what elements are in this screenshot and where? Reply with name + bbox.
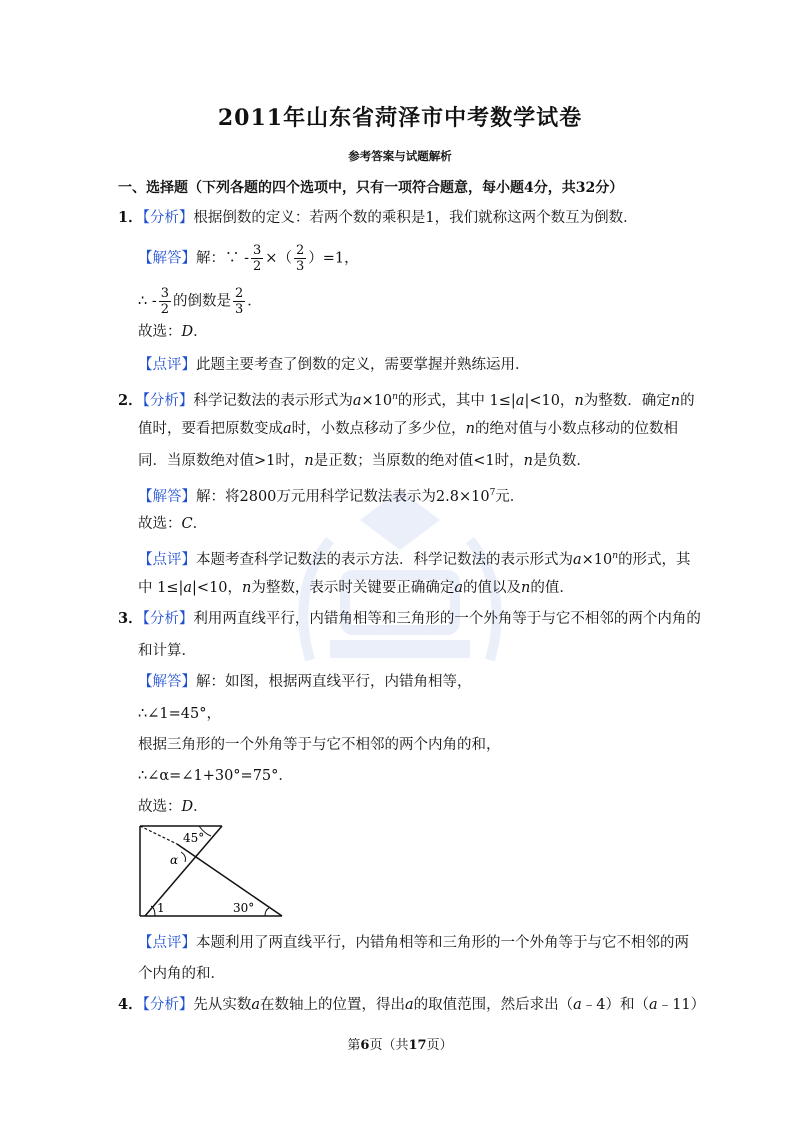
- text: ×10: [361, 392, 393, 409]
- q3-solution-line4: ∴∠α=∠1+30°=75°．: [138, 768, 293, 784]
- text: 的形式，其中 1≤|: [397, 392, 516, 409]
- var-a: a: [352, 392, 362, 409]
- fraction-denominator: 3: [295, 259, 305, 274]
- q3-solution-line2: ∴∠1=45°，: [138, 706, 221, 722]
- fraction: [294, 243, 306, 274]
- var-a: a: [405, 997, 414, 1013]
- var-n: n: [242, 580, 252, 596]
- q4-analysis-line1: [118, 995, 705, 1015]
- text: 同．当原数绝对值>1时，: [138, 453, 305, 469]
- var-a: a: [283, 421, 292, 437]
- text: 本题利用了两直线平行，内错角相等和三角形的一个外角等于与它不相邻的两: [196, 935, 689, 951]
- q1-solution-text: ∴ -: [138, 293, 157, 310]
- q2-review-line1: [138, 546, 691, 570]
- text: ﹣4）和（: [581, 997, 650, 1013]
- q1-solution-text: 的倒数是: [173, 293, 232, 310]
- footer-text: 第: [347, 1038, 361, 1053]
- review-tag: 【点评】: [138, 551, 196, 568]
- review-tag: 【点评】: [138, 935, 196, 951]
- fraction-numerator: 2: [235, 286, 244, 301]
- analysis-tag: 【分析】: [142, 997, 194, 1013]
- solution-tag: 【解答】: [138, 250, 196, 267]
- text: 为整数．确定: [583, 392, 671, 409]
- q1-analysis: [118, 208, 638, 228]
- text: 的形式，其: [618, 551, 691, 568]
- fraction-numerator: 3: [253, 243, 262, 258]
- analysis-tag: 【分析】: [142, 210, 194, 226]
- var-n: n: [523, 453, 533, 469]
- text: 本题考查科学记数法的表示方法．科学记数法的表示形式为: [196, 551, 573, 568]
- text: 中 1≤|: [138, 580, 184, 596]
- fraction-denominator: 2: [253, 259, 262, 274]
- exponent: 7: [489, 488, 496, 498]
- q2-number: 2．: [118, 391, 143, 409]
- text: 解：如图，根据两直线平行，内错角相等，: [196, 674, 472, 690]
- var-n: n: [304, 453, 314, 469]
- q4-number: 4．: [118, 996, 143, 1013]
- q2-analysis-line3: [138, 451, 591, 471]
- q1-review-text: 此题主要考查了倒数的定义，需要掌握并熟练运用．: [196, 357, 530, 373]
- section-heading: 一、选择题（下列各题的四个选项中，只有一项符合题意，每小题4分，共32分）: [118, 180, 624, 196]
- q2-analysis-line2: [138, 419, 678, 439]
- fraction-numerator: 2: [295, 243, 305, 258]
- angle-arc: [181, 852, 186, 862]
- var-a: a: [515, 392, 525, 409]
- choice-end: ．: [192, 516, 208, 532]
- q3-review-line2: 个内角的和．: [138, 966, 225, 982]
- analysis-tag: 【分析】: [142, 611, 194, 627]
- label-alpha: α: [170, 853, 179, 867]
- fraction-denominator: 3: [235, 302, 244, 317]
- review-tag: 【点评】: [138, 357, 196, 373]
- text: |<10，: [524, 392, 575, 409]
- footer-text: 页（共: [369, 1038, 409, 1053]
- var-n: n: [521, 580, 531, 596]
- fraction-denominator: 2: [160, 302, 170, 317]
- var-n: n: [670, 392, 681, 409]
- fraction: [251, 243, 263, 274]
- q1-solution-line1: [138, 243, 359, 274]
- text: 在数轴上的位置，得出: [260, 997, 405, 1013]
- solution-tag: 【解答】: [138, 488, 196, 505]
- var-n: n: [392, 392, 398, 402]
- page-title: 2011年山东省菏泽市中考数学试卷: [217, 105, 583, 131]
- geometry-figure: [137, 822, 287, 922]
- text: 是负数．: [532, 453, 591, 469]
- text: 科学记数法的表示形式为: [193, 392, 353, 409]
- q1-solution-text: ×（: [265, 250, 292, 267]
- q3-number: 3．: [118, 610, 143, 627]
- text: 的: [680, 392, 695, 409]
- angle-arc: [265, 908, 269, 916]
- page-total: 17: [408, 1038, 427, 1053]
- solution-tag: 【解答】: [138, 674, 196, 690]
- choice-label: 故选：: [138, 324, 182, 340]
- q3-analysis-line1: [118, 609, 701, 629]
- q1-analysis-text: 根据倒数的定义：若两个数的乘积是1，我们就称这两个数互为倒数．: [193, 210, 638, 226]
- dashed-line: [140, 826, 177, 844]
- q3-choice: [138, 797, 208, 817]
- choice-end: ．: [193, 324, 208, 340]
- q2-analysis-line1: [118, 387, 695, 411]
- text: 先从实数: [193, 997, 252, 1013]
- var-a: a: [183, 580, 193, 596]
- text: 的绝对值与小数点移动的位数相: [475, 421, 678, 437]
- q3-review-line1: [138, 933, 689, 953]
- q1-solution-text: ．: [247, 293, 262, 310]
- fraction: [159, 286, 171, 317]
- q2-solution: [138, 483, 524, 507]
- var-a: a: [573, 551, 582, 568]
- text: 的值以及: [463, 580, 522, 596]
- q2-review-line2: [138, 578, 574, 598]
- choice-letter: D: [181, 324, 194, 340]
- q1-number: 1．: [118, 209, 143, 226]
- text: 是正数；当原数的绝对值<1时，: [313, 453, 524, 469]
- q3-analysis-line2: 和计算．: [138, 643, 196, 659]
- var-n: n: [465, 421, 475, 437]
- text: ﹣11）: [657, 997, 706, 1013]
- triangle-side: [177, 844, 282, 916]
- var-a: a: [573, 997, 582, 1013]
- text: 利用两直线平行，内错角相等和三角形的一个外角等于与它不相邻的两个内角的: [193, 611, 701, 627]
- page-subtitle: 参考答案与试题解析: [348, 149, 452, 163]
- q3-solution-line1: [138, 672, 472, 692]
- q1-solution-line2: [138, 286, 262, 317]
- var-n: n: [612, 551, 619, 561]
- text: 值时，要看把原数变成: [138, 421, 283, 437]
- q1-solution-text: ）=1，: [308, 250, 359, 267]
- q3-solution-line3: 根据三角形的一个外角等于与它不相邻的两个内角的和，: [138, 737, 501, 753]
- text: |<10，: [192, 580, 243, 596]
- q1-choice: [138, 322, 208, 342]
- label-30: 30°: [233, 901, 255, 915]
- text: 的值．: [530, 580, 574, 596]
- fraction: [233, 286, 245, 317]
- var-a: a: [454, 580, 464, 596]
- choice-letter: D: [181, 799, 194, 815]
- analysis-tag: 【分析】: [142, 392, 194, 409]
- var-a: a: [251, 997, 260, 1013]
- q1-review: [138, 355, 530, 375]
- var-a: a: [649, 997, 658, 1013]
- q1-solution-text: 解：∵ -: [196, 250, 250, 267]
- text: 时，小数点移动了多少位，: [291, 421, 466, 437]
- label-45: 45°: [183, 831, 205, 845]
- text: 解：将2800万元用科学记数法表示为2.8×10: [196, 488, 490, 505]
- choice-letter: C: [181, 516, 193, 532]
- label-1: 1: [157, 901, 165, 915]
- q2-choice: [138, 514, 207, 534]
- page-number: 6: [360, 1038, 370, 1053]
- text: ×10: [581, 551, 613, 568]
- text: 元．: [495, 488, 525, 505]
- var-n: n: [574, 392, 584, 409]
- choice-label: 故选：: [138, 799, 182, 815]
- page-footer: [0, 1034, 800, 1053]
- fraction-numerator: 3: [160, 286, 170, 301]
- text: 的取值范围，然后求出（: [413, 997, 574, 1013]
- choice-end: ．: [193, 799, 208, 815]
- choice-label: 故选：: [138, 516, 182, 532]
- text: 为整数，表示时关键要正确确定: [251, 580, 455, 596]
- footer-text: 页）: [426, 1038, 453, 1053]
